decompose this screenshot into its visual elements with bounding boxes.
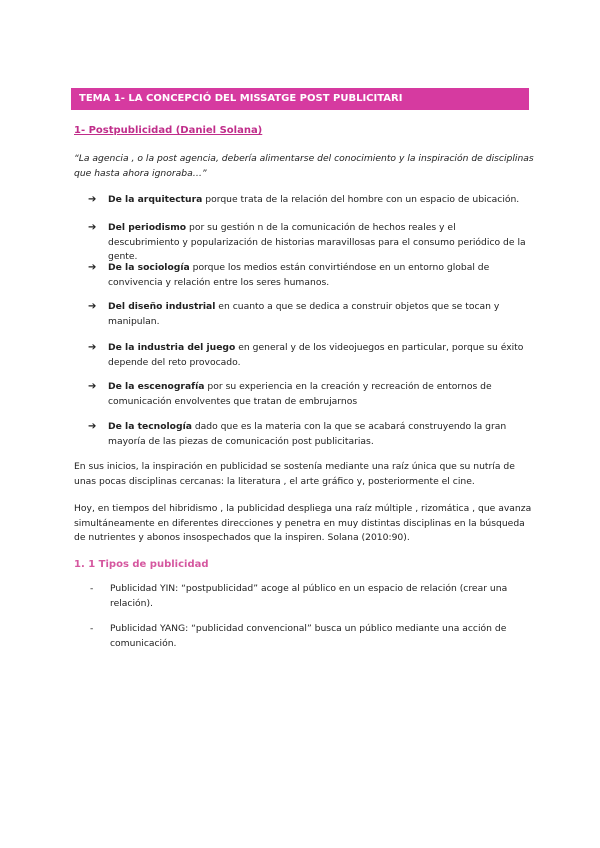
list-item-text: Publicidad YIN: “postpublicidad” acoge al público en un espacio de relación (crear una relación). <box>110 583 508 609</box>
title-banner <box>71 88 529 110</box>
arrow-icon: ➔ <box>88 421 97 432</box>
subsection-heading: 1. 1 Tipos de publicidad <box>74 559 209 570</box>
list-item-text: De la arquitectura porque trata de la relación del hombre con un espacio de ubicación. <box>108 194 520 205</box>
list-item-text: De la tecnología dado que es la materia con la que se acabará construyendo la gran mayoría de las piezas de comunicación post publicitarias. <box>108 421 507 447</box>
document-title: TEMA 1- LA CONCEPCIÓ DEL MISSATGE POST PUBLICITARI <box>79 93 403 104</box>
arrow-icon: ➔ <box>88 262 97 273</box>
dash-bullet: - <box>90 623 94 634</box>
list-item-text: Del periodismo por su gestión n de la comunicación de hechos reales y el descubrimiento y popularización de historias maravillosas para el consumo periódico de la gente. <box>108 222 526 262</box>
list-item-text: De la sociología porque los medios están convirtiéndose en un entorno global de convivencia y relación entre los seres humanos. <box>108 262 490 288</box>
list-item-text: Publicidad YANG: “publicidad convencional” busca un público mediante una acción de comunicación. <box>110 623 507 649</box>
dash-bullet: - <box>90 583 94 594</box>
arrow-icon: ➔ <box>88 301 97 312</box>
quote-text: “La agencia , o la post agencia, debería alimentarse del conocimiento y la inspiración de disciplinas que hasta ahora ignoraba…” <box>74 153 534 179</box>
paragraph: En sus inicios, la inspiración en publicidad se sostenía mediante una raíz única que su nutría de unas pocas disciplinas cercanas: la literatura , el arte gráfico y, posteriormente el cine. <box>74 461 515 487</box>
arrow-icon: ➔ <box>88 342 97 353</box>
section-heading: 1- Postpublicidad (Daniel Solana) <box>74 125 263 136</box>
arrow-icon: ➔ <box>88 194 97 205</box>
list-item-text: De la industria del juego en general y de los videojuegos en particular, porque su éxito depende del reto provocado. <box>108 342 524 368</box>
arrow-icon: ➔ <box>88 381 97 392</box>
paragraph: Hoy, en tiempos del hibridismo , la publicidad despliega una raíz múltiple , rizomática , que avanza simultáneamente en diferentes direcciones y penetra en muy distintas disciplinas en la búsqueda de nutrientes y abonos insospechados que la inspiren. Solana (2010:90). <box>74 503 532 543</box>
list-item-text: Del diseño industrial en cuanto a que se dedica a construir objetos que se tocan y manipulan. <box>108 301 500 327</box>
arrow-icon: ➔ <box>88 222 97 233</box>
list-item-text: De la escenografía por su experiencia en la creación y recreación de entornos de comunicación envolventes que tratan de embrujarnos <box>108 381 492 407</box>
